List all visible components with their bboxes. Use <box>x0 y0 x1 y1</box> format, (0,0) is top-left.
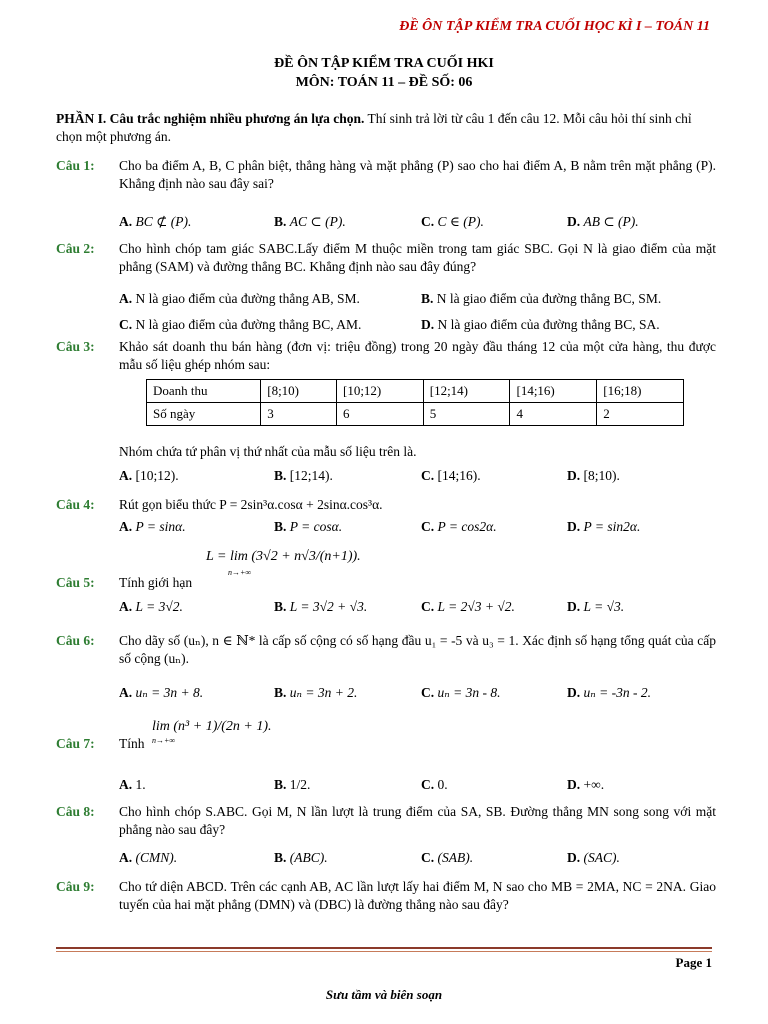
question-text: Rút gọn biểu thức P = 2sin³α.cosα + 2sinα.cos³α. <box>119 497 383 512</box>
option-a[interactable]: A. (CMN). <box>119 850 178 865</box>
option-b[interactable]: B. uₙ = 3n + 2. <box>274 685 358 700</box>
option-d[interactable]: D. [8;10). <box>567 468 620 483</box>
option-c[interactable]: C. L = 2√3 + √2. <box>421 599 515 614</box>
footer-signature: Sưu tầm và biên soạn <box>325 987 443 1002</box>
option-b[interactable]: B. AC ⊂ (P). <box>274 214 346 229</box>
limit-subscript: n→+∞ <box>228 568 252 577</box>
option-d[interactable]: D. L = √3. <box>567 599 625 614</box>
question-label: Câu 4: <box>56 497 95 512</box>
question-label: Câu 7: <box>56 736 95 751</box>
footer-divider <box>56 947 712 949</box>
option-a[interactable]: A. P = sinα. <box>119 519 186 534</box>
table-row <box>147 403 684 426</box>
table-cell: [16;18) <box>597 380 684 403</box>
question-text: Tính <box>119 736 145 751</box>
option-d[interactable]: D. +∞. <box>567 777 605 792</box>
option-c[interactable]: C. N là giao điểm của đường thẳng BC, AM. <box>119 317 362 332</box>
limit-subscript: n→+∞ <box>152 736 176 745</box>
part-1-heading: PHẦN I. Câu trắc nghiệm nhiều phương án lựa chọn. <box>56 111 365 126</box>
question-text: Cho tứ diện ABCD. Trên các cạnh AB, AC lần lượt lấy hai điểm M, N sao cho MB = 2MA, NC = 2NA. Giao tuyến của hai mặt phẳng (DMN) và (DBC) là đường thẳng nào sau đây? <box>119 879 716 912</box>
option-a[interactable]: A. 1. <box>119 777 146 792</box>
exam-subtitle: MÔN: TOÁN 11 – ĐỀ SỐ: 06 <box>295 75 473 90</box>
option-c[interactable]: C. [14;16). <box>421 468 481 483</box>
option-c[interactable]: C. uₙ = 3n - 8. <box>421 685 501 700</box>
question-label: Câu 6: <box>56 633 95 648</box>
question-label: Câu 3: <box>56 339 95 354</box>
table-row <box>147 380 684 403</box>
question-text: Cho hình chóp S.ABC. Gọi M, N lần lượt là trung điểm của SA, SB. Đường thẳng MN song song với mặt phẳng nào sau đây? <box>119 804 716 837</box>
question-text: Cho dãy số (uₙ), n ∈ ℕ* là cấp số cộng có số hạng đầu u₁ = -5 và u₃ = 1. Xác định số hạng tổng quát của cấp số cộng (uₙ). <box>119 633 716 666</box>
table-cell: 6 <box>336 403 423 426</box>
option-b[interactable]: B. L = 3√2 + √3. <box>274 599 368 614</box>
question-label: Câu 5: <box>56 575 95 590</box>
option-a[interactable]: A. L = 3√2. <box>119 599 183 614</box>
running-header: ĐỀ ÔN TẬP KIỂM TRA CUỐI HỌC KÌ I – TOÁN 11 <box>399 19 710 34</box>
option-a[interactable]: A. N là giao điểm của đường thẳng AB, SM. <box>119 291 360 306</box>
question-label: Câu 1: <box>56 158 95 173</box>
table-cell: [14;16) <box>510 380 597 403</box>
question-text: Cho hình chóp tam giác SABC.Lấy điểm M thuộc miền trong tam giác SBC. Gọi N là giao điểm của mặt phẳng (SAM) và đường thẳng BC. Khẳng định nào sau đây đúng? <box>119 241 716 274</box>
grouped-data-table <box>146 379 684 426</box>
table-cell: 5 <box>423 403 510 426</box>
option-d[interactable]: D. N là giao điểm của đường thẳng BC, SA. <box>421 317 660 332</box>
table-cell: [10;12) <box>336 380 423 403</box>
table-header-cell: Số ngày <box>147 403 261 426</box>
question-text: Khảo sát doanh thu bán hàng (đơn vị: triệu đồng) trong 20 ngày đầu tháng 12 của một cửa hàng, thu được mẫu số liệu ghép nhóm sau: <box>119 339 716 372</box>
option-c[interactable]: C. (SAB). <box>421 850 474 865</box>
question-label: Câu 9: <box>56 879 95 894</box>
option-d[interactable]: D. AB ⊂ (P). <box>567 214 639 229</box>
table-cell: [12;14) <box>423 380 510 403</box>
footer-divider-thin <box>56 951 712 952</box>
part-1-text: Thí sinh trả lời từ câu 1 đến câu 12. Mỗi câu hỏi thí sinh chỉ chọn một phương án. <box>56 111 692 144</box>
option-b[interactable]: B. P = cosα. <box>274 519 343 534</box>
table-header-cell: Doanh thu <box>147 380 261 403</box>
option-b[interactable]: B. (ABC). <box>274 850 328 865</box>
question-text: Tính giới hạn <box>119 575 193 590</box>
option-d[interactable]: D. (SAC). <box>567 850 620 865</box>
option-b[interactable]: B. N là giao điểm của đường thẳng BC, SM. <box>421 291 662 306</box>
option-a[interactable]: A. BC ⊄ (P). <box>119 214 192 229</box>
part-1-instructions <box>56 110 716 145</box>
table-cell: 2 <box>597 403 684 426</box>
limit-formula: L = lim (3√2 + n√3/(n+1)). <box>206 549 361 564</box>
option-d[interactable]: D. P = sin2α. <box>567 519 641 534</box>
exam-title: ĐỀ ÔN TẬP KIỂM TRA CUỐI HKI <box>274 56 494 71</box>
limit-formula: lim (n³ + 1)/(2n + 1). <box>152 719 272 734</box>
question-text: Cho ba điểm A, B, C phân biệt, thẳng hàng và mặt phẳng (P) sao cho hai điểm A, B nằm trên mặt phẳng (P). Khẳng định nào sau đây sai? <box>119 158 716 191</box>
option-d[interactable]: D. uₙ = -3n - 2. <box>567 685 651 700</box>
option-b[interactable]: B. [12;14). <box>274 468 333 483</box>
option-c[interactable]: C. P = cos2α. <box>421 519 497 534</box>
table-cell: 4 <box>510 403 597 426</box>
table-cell: 3 <box>261 403 337 426</box>
option-a[interactable]: A. uₙ = 3n + 8. <box>119 685 204 700</box>
question-label: Câu 8: <box>56 804 95 819</box>
option-c[interactable]: C. 0. <box>421 777 448 792</box>
table-cell: [8;10) <box>261 380 337 403</box>
option-b[interactable]: B. 1/2. <box>274 777 311 792</box>
question-label: Câu 2: <box>56 241 95 256</box>
option-c[interactable]: C. C ∈ (P). <box>421 214 484 229</box>
option-a[interactable]: A. [10;12). <box>119 468 179 483</box>
page-number: Page 1 <box>675 955 712 970</box>
question-text: Nhóm chứa tứ phân vị thứ nhất của mẫu số liệu trên là. <box>119 444 417 459</box>
